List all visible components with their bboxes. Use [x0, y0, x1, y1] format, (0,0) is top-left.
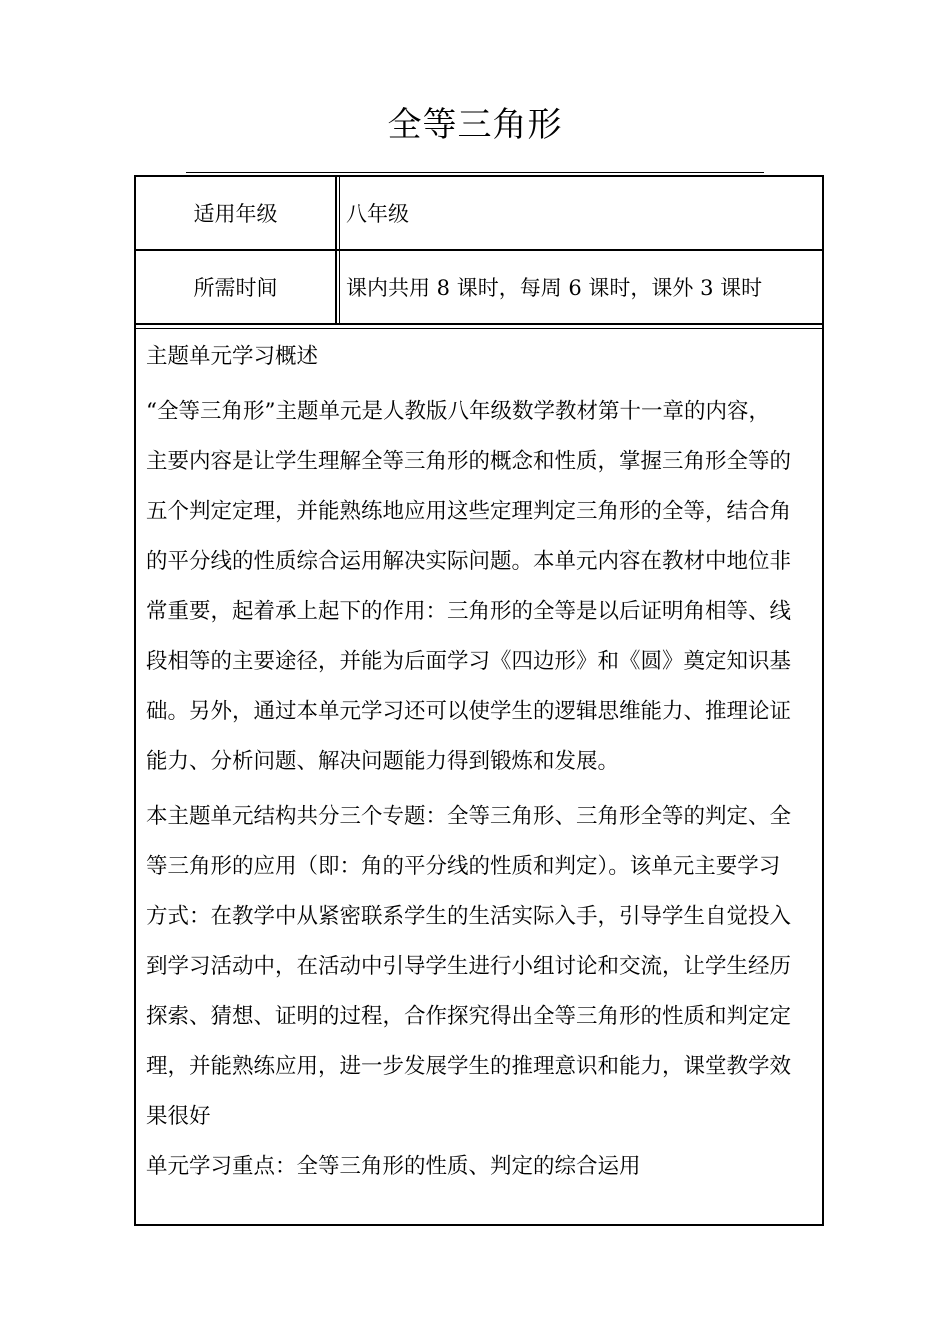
table-row-time [136, 251, 822, 325]
paragraph-line: 主要内容是让学生理解全等三角形的概念和性质，掌握三角形全等的 [146, 449, 792, 474]
grade-value: 八年级 [346, 202, 409, 226]
column-divider [335, 177, 337, 325]
title-underline [186, 172, 764, 173]
paragraph-line: 果很好 [146, 1104, 211, 1129]
paragraph-line: 的平分线的性质综合运用解决实际问题。本单元内容在教材中地位非 [146, 549, 792, 574]
grade-label: 适用年级 [193, 202, 278, 226]
paragraph-line: 段相等的主要途径，并能为后面学习《四边形》和《圆》奠定知识基 [146, 649, 792, 674]
key-point: 单元学习重点：全等三角形的性质、判定的综合运用 [146, 1154, 641, 1179]
paragraph-line: “全等三角形”主题单元是人教版八年级数学教材第十一章的内容， [146, 399, 770, 424]
paragraph-line: 等三角形的应用（即：角的平分线的性质和判定）。该单元主要学习 [146, 854, 781, 879]
paragraph-line: 能力、分析问题、解决问题能力得到锻炼和发展。 [146, 749, 620, 774]
overview-paragraph-1 [146, 387, 814, 787]
overview-cell [146, 337, 814, 1187]
paragraph-line: 方式：在教学中从紧密联系学生的生活实际入手，引导学生自觉投入 [146, 904, 792, 929]
time-label: 所需时间 [193, 276, 278, 300]
paragraph-line: 本主题单元结构共分三个专题：全等三角形、三角形全等的判定、全 [146, 804, 792, 829]
table-row-grade [136, 177, 822, 251]
time-value: 课内共用 8 课时，每周 6 课时，课外 3 课时 [346, 276, 763, 300]
overview-paragraph-2 [146, 792, 814, 1142]
paragraph-line: 理，并能熟练应用，进一步发展学生的推理意识和能力，课堂教学效 [146, 1054, 792, 1079]
paragraph-line: 五个判定定理，并能熟练地应用这些定理判定三角形的全等，结合角 [146, 499, 792, 524]
paragraph-line: 到学习活动中，在活动中引导学生进行小组讨论和交流，让学生经历 [146, 954, 792, 979]
page-title: 全等三角形 [387, 105, 563, 145]
course-info-table [134, 175, 824, 1226]
paragraph-line: 探索、猜想、证明的过程，合作探究得出全等三角形的性质和判定定 [146, 1004, 792, 1029]
paragraph-line: 常重要，起着承上起下的作用：三角形的全等是以后证明角相等、线 [146, 599, 792, 624]
paragraph-line: 础。另外，通过本单元学习还可以使学生的逻辑思维能力、推理论证 [146, 699, 792, 724]
overview-heading: 主题单元学习概述 [146, 344, 319, 369]
